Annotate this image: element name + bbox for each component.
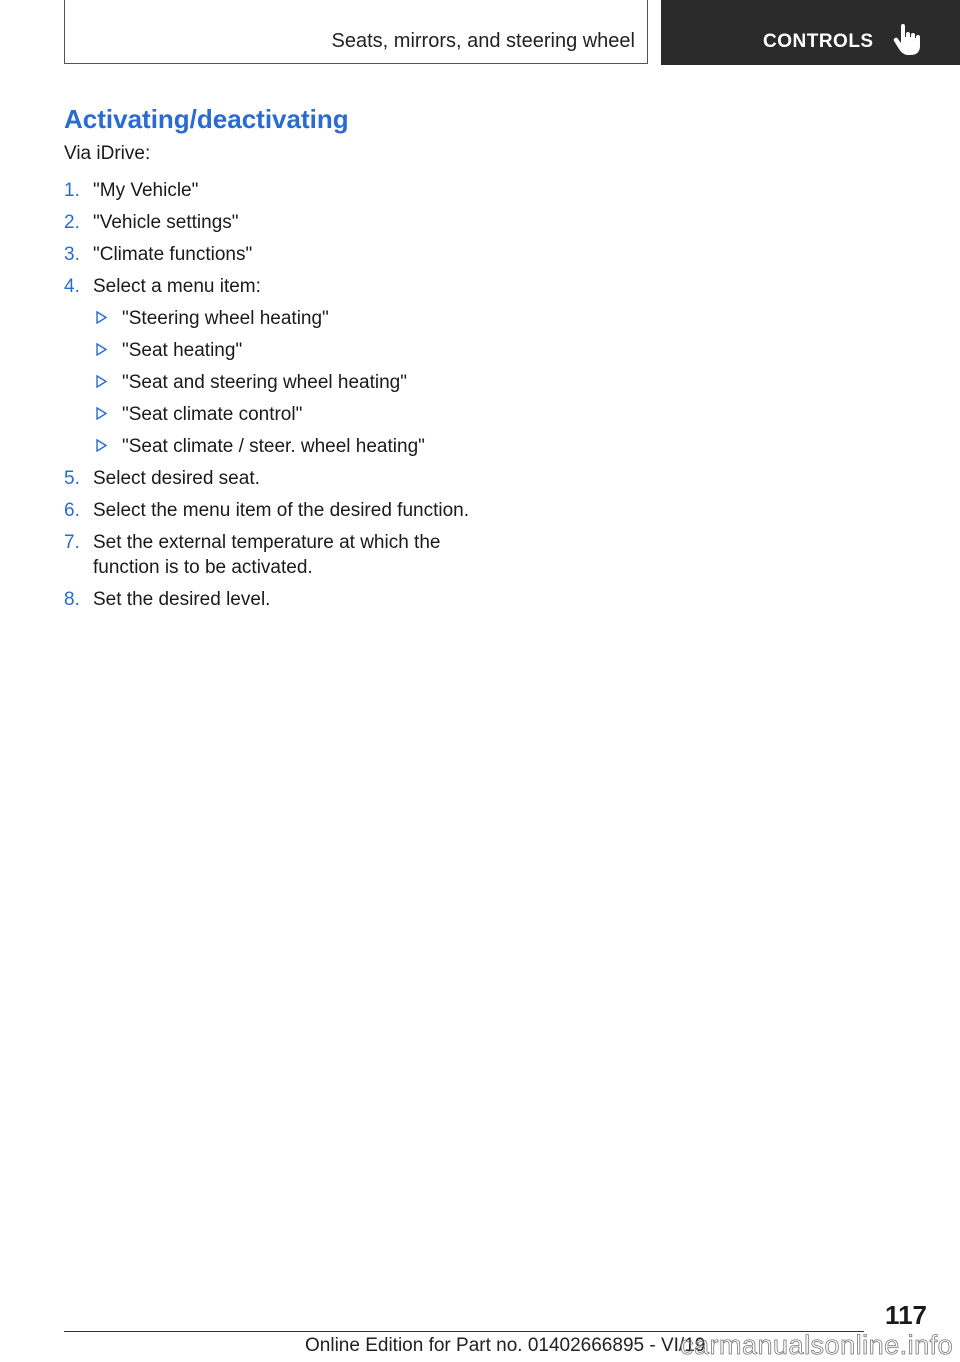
triangle-bullet-icon: [96, 311, 107, 324]
list-item: [64, 210, 504, 235]
sub-list-item: [93, 402, 504, 427]
step-number: 4.: [64, 276, 80, 297]
step-number: 1.: [64, 180, 80, 201]
step-number: 6.: [64, 500, 80, 521]
sub-item-text: "Seat heating": [122, 340, 243, 361]
sub-item-text: "Seat climate control": [122, 404, 303, 425]
step-number: 3.: [64, 244, 80, 265]
step-number: 2.: [64, 212, 80, 233]
list-item: [64, 466, 504, 491]
triangle-bullet-icon: [96, 375, 107, 388]
step-text: Select desired seat.: [93, 468, 260, 489]
list-item: [64, 587, 504, 612]
triangle-bullet-icon: [96, 343, 107, 356]
sub-list-item: [93, 338, 504, 363]
running-header: [64, 0, 648, 64]
list-item: [64, 530, 504, 580]
step-number: 7.: [64, 532, 80, 553]
watermark: carmanualsonline.info: [680, 1330, 954, 1360]
sub-list-item: [93, 306, 504, 331]
menu-item-sublist: [93, 306, 504, 459]
sub-list-item: [93, 370, 504, 395]
triangle-bullet-icon: [96, 407, 107, 420]
step-text: "Climate functions": [93, 244, 253, 265]
page-number: 117: [885, 1300, 927, 1330]
section-title: Seats, mirrors, and steering wheel: [331, 30, 635, 52]
triangle-bullet-icon: [96, 439, 107, 452]
list-item: [64, 498, 504, 523]
sub-item-text: "Seat climate / steer. wheel heating": [122, 436, 425, 457]
step-text: "Vehicle settings": [93, 212, 239, 233]
step-number: 8.: [64, 589, 80, 610]
step-text: "My Vehicle": [93, 180, 199, 201]
step-number: 5.: [64, 468, 80, 489]
step-text: Select the menu item of the desired function.: [93, 500, 469, 521]
chapter-label: CONTROLS: [763, 31, 874, 52]
sub-item-text: "Steering wheel heating": [122, 308, 329, 329]
list-item: [64, 178, 504, 203]
intro-text: Via iDrive:: [64, 143, 151, 164]
pointing-hand-icon: [893, 24, 921, 56]
step-text: Set the external temperature at which the function is to be activated.: [93, 532, 441, 578]
list-item: [64, 274, 504, 459]
edition-text: Online Edition for Part no. 01402666895 - VI/19: [305, 1335, 706, 1356]
step-text: Select a menu item:: [93, 276, 261, 297]
sub-list-item: [93, 434, 504, 459]
step-list: [64, 178, 504, 619]
step-text: Set the desired level.: [93, 589, 271, 610]
sub-item-text: "Seat and steering wheel heating": [122, 372, 407, 393]
list-item: [64, 242, 504, 267]
section-heading: Activating/deactivating: [64, 104, 349, 134]
chapter-tab[interactable]: [661, 0, 960, 65]
